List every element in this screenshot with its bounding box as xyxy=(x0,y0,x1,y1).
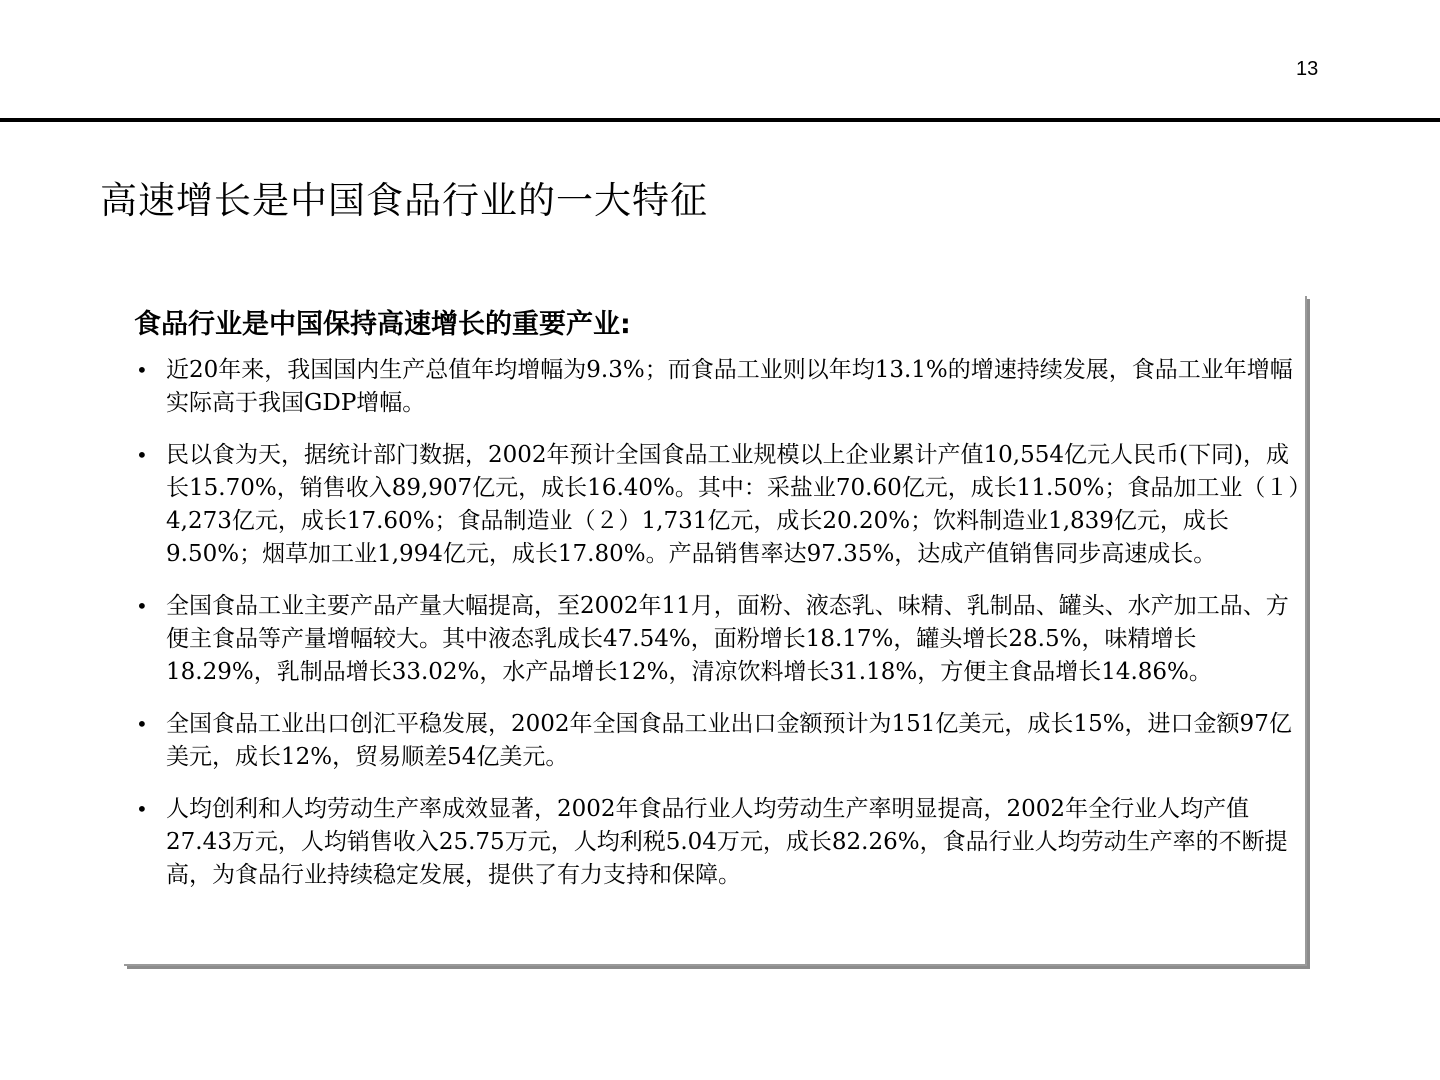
slide-title: 高速增长是中国食品行业的一大特征 xyxy=(100,179,708,222)
content-box xyxy=(124,296,1307,966)
bullet-marker: • xyxy=(136,443,148,467)
bullet-marker: • xyxy=(136,358,148,382)
bullet-text: 人均创利和人均劳动生产率成效显著，2002年食品行业人均劳动生产率明显提高，2002年全行业人均产值27.43万元，人均销售收入25.75万元，人均利税5.04万元，成长82.26%，食品行业人均劳动生产率的不断提高，为食品行业持续稳定发展，提供了有力支持和保障。 xyxy=(166,796,1288,888)
page-number: 13 xyxy=(1296,58,1319,80)
bullet-list xyxy=(134,354,1304,911)
bullet-text: 民以食为天，据统计部门数据，2002年预计全国食品工业规模以上企业累计产值10,554亿元人民币(下同)，成长15.70%，销售收入89,907亿元，成长16.40%。其中：采盐业70.60亿元，成长11.50%；食品加工业（１）4,273亿元，成长17.60%；食品制造业（２）1,731亿元，成长20.20%；饮料制造业1,839亿元，成长9.50%；烟草加工业1,994亿元，成长17.80%。产品销售率达97.35%，达成产值销售同步高速成长。 xyxy=(166,442,1300,567)
bullet-marker: • xyxy=(136,594,148,618)
bullet-marker: • xyxy=(136,712,148,736)
bullet-item xyxy=(134,354,1304,420)
bullet-item xyxy=(134,590,1304,689)
bullet-item xyxy=(134,439,1304,571)
bullet-text: 全国食品工业主要产品产量大幅提高，至2002年11月，面粉、液态乳、味精、乳制品、罐头、水产加工品、方便主食品等产量增幅较大。其中液态乳成长47.54%，面粉增长18.17%，罐头增长28.5%，味精增长18.29%，乳制品增长33.02%，水产品增长12%，清凉饮料增长31.18%，方便主食品增长14.86%。 xyxy=(166,593,1289,685)
bullet-marker: • xyxy=(136,797,148,821)
bullet-text: 近20年来，我国国内生产总值年均增幅为9.3%；而食品工业则以年均13.1%的增速持续发展，食品工业年增幅实际高于我国GDP增幅。 xyxy=(166,357,1293,416)
box-heading: 食品行业是中国保持高速增长的重要产业: xyxy=(134,309,631,340)
header-divider xyxy=(0,118,1440,122)
bullet-item xyxy=(134,708,1304,774)
bullet-text: 全国食品工业出口创汇平稳发展，2002年全国食品工业出口金额预计为151亿美元，成长15%，进口金额97亿美元，成长12%，贸易顺差54亿美元。 xyxy=(166,711,1292,770)
bullet-item xyxy=(134,793,1304,892)
